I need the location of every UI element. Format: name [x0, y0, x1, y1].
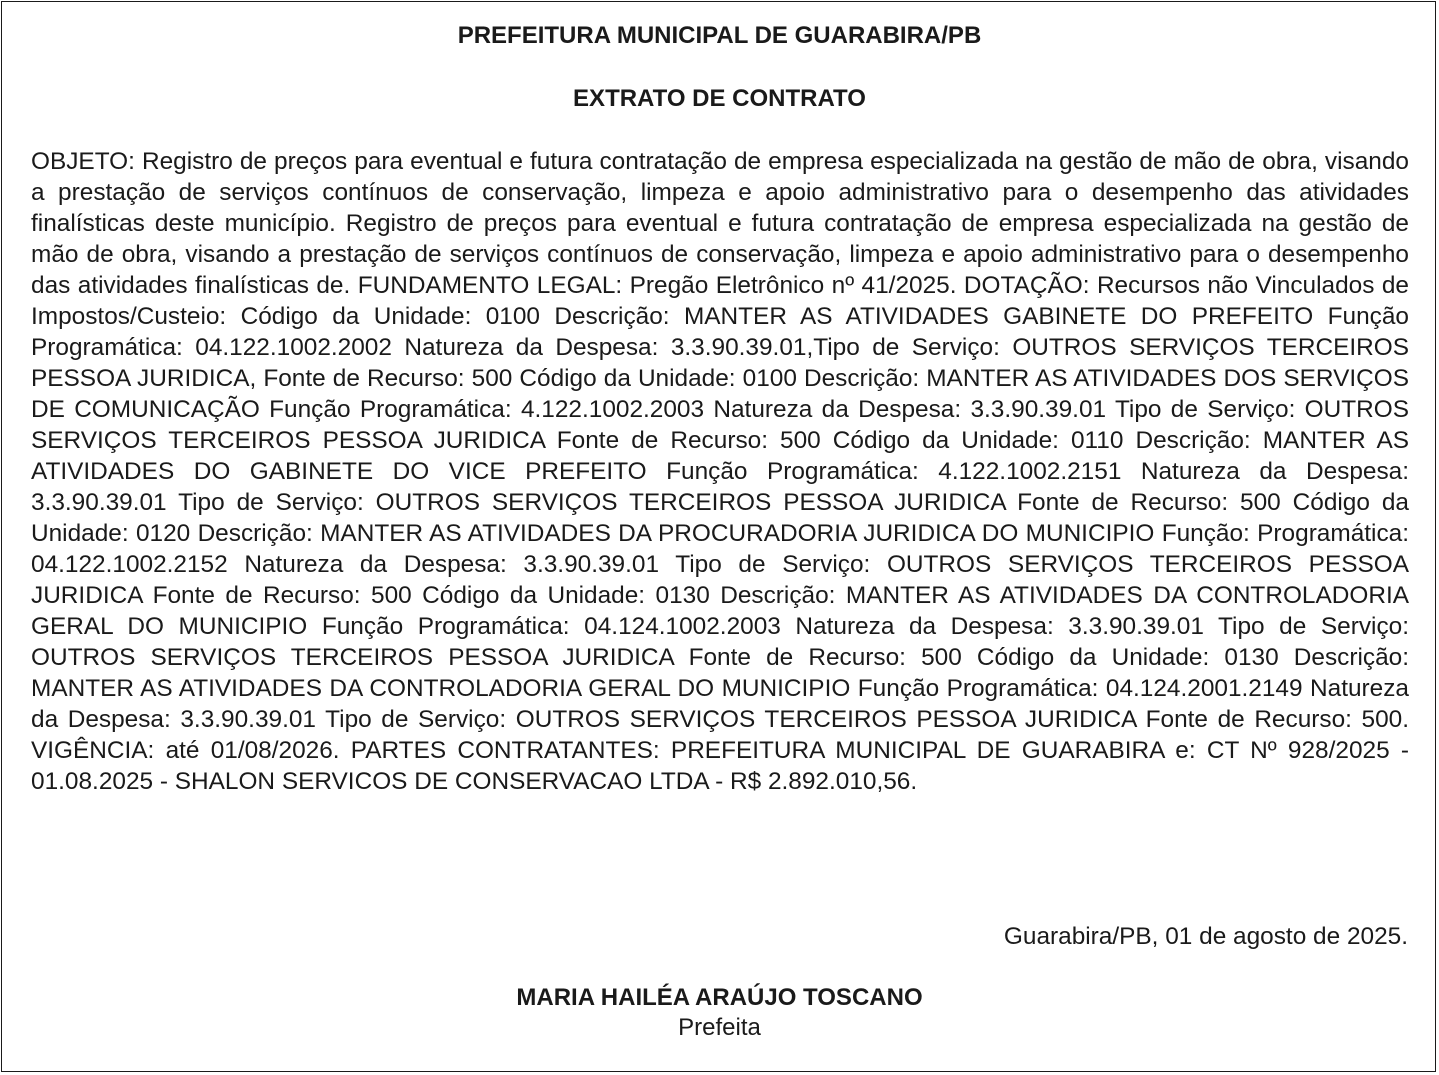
signer-name: MARIA HAILÉA ARAÚJO TOSCANO: [516, 984, 923, 1011]
contract-body-text: OBJETO: Registro de preços para eventual e futura contratação de empresa especializada na gestão de mão de obra, visando a prestação de serviços contínuos de conservação, limpeza e apoio administrativo para o desempenho das atividades finalísticas deste município. Registro de preços para eventual e futura contratação de empresa especializada na gestão de mão de obra, visando a prestação de serviços contínuos de conservação, limpeza e apoio administrativo para o desempenho das atividades finalísticas de. FUNDAMENTO LEGAL: Pregão Eletrônico nº 41/2025. DOTAÇÃO: Recursos não Vinculados de Impostos/Custeio: Código da Unidade: 0100 Descrição: MANTER AS ATIVIDADES GABINETE DO PREFEITO Função Programática: 04.122.1002.2002 Natureza da Despesa: 3.3.90.39.01,Tipo de Serviço: OUTROS SERVIÇOS TERCEIROS PESSOA JURIDICA, Fonte de Recurso: 500 Código da Unidade: 0100 Descrição: MANTER AS ATIVIDADES DOS SERVIÇOS DE COMUNICAÇÃO Função Programática: 4.122.1002.2003 Natureza da Despesa: 3.3.90.39.01 Tipo de Serviço: OUTROS SERVIÇOS TERCEIROS PESSOA JURIDICA Fonte de Recurso: 500 Código da Unidade: 0110 Descrição: MANTER AS ATIVIDADES DO GABINETE DO VICE PREFEITO Função Programática: 4.122.1002.2151 Natureza da Despesa: 3.3.90.39.01 Tipo de Serviço: OUTROS SERVIÇOS TERCEIROS PESSOA JURIDICA Fonte de Recurso: 500 Código da Unidade: 0120 Descrição: MANTER AS ATIVIDADES DA PROCURADORIA JURIDICA DO MUNICIPIO Função: Programática: 04.122.1002.2152 Natureza da Despesa: 3.3.90.39.01 Tipo de Serviço: OUTROS SERVIÇOS TERCEIROS PESSOA JURIDICA Fonte de Recurso: 500 Código da Unidade: 0130 Descrição: MANTER AS ATIVIDADES DA CONTROLADORIA GERAL DO MUNICIPIO Função Programática: 04.124.1002.2003 Natureza da Despesa: 3.3.90.39.01 Tipo de Serviço: OUTROS SERVIÇOS TERCEIROS PESSOA JURIDICA Fonte de Recurso: 500 Código da Unidade: 0130 Descrição: MANTER AS ATIVIDADES DA CONTROLADORIA GERAL DO MUNICIPIO Função Programática: 04.124.2001.2149 Natureza da Despesa: 3.3.90.39.01 Tipo de Serviço: OUTROS SERVIÇOS TERCEIROS PESSOA JURIDICA Fonte de Recurso: 500. VIGÊNCIA: até 01/08/2026. PARTES CONTRATANTES: PREFEITURA MUNICIPAL DE GUARABIRA e: CT Nº 928/2025 - 01.08.2025 - SHALON SERVICOS DE CONSERVACAO LTDA - R$ 2.892.010,56.: [31, 148, 1409, 795]
signer-role: Prefeita: [678, 1014, 761, 1041]
issuer-heading: PREFEITURA MUNICIPAL DE GUARABIRA/PB: [457, 22, 982, 49]
document-title: EXTRATO DE CONTRATO: [573, 85, 866, 112]
place-and-date: Guarabira/PB, 01 de agosto de 2025.: [1003, 923, 1408, 950]
